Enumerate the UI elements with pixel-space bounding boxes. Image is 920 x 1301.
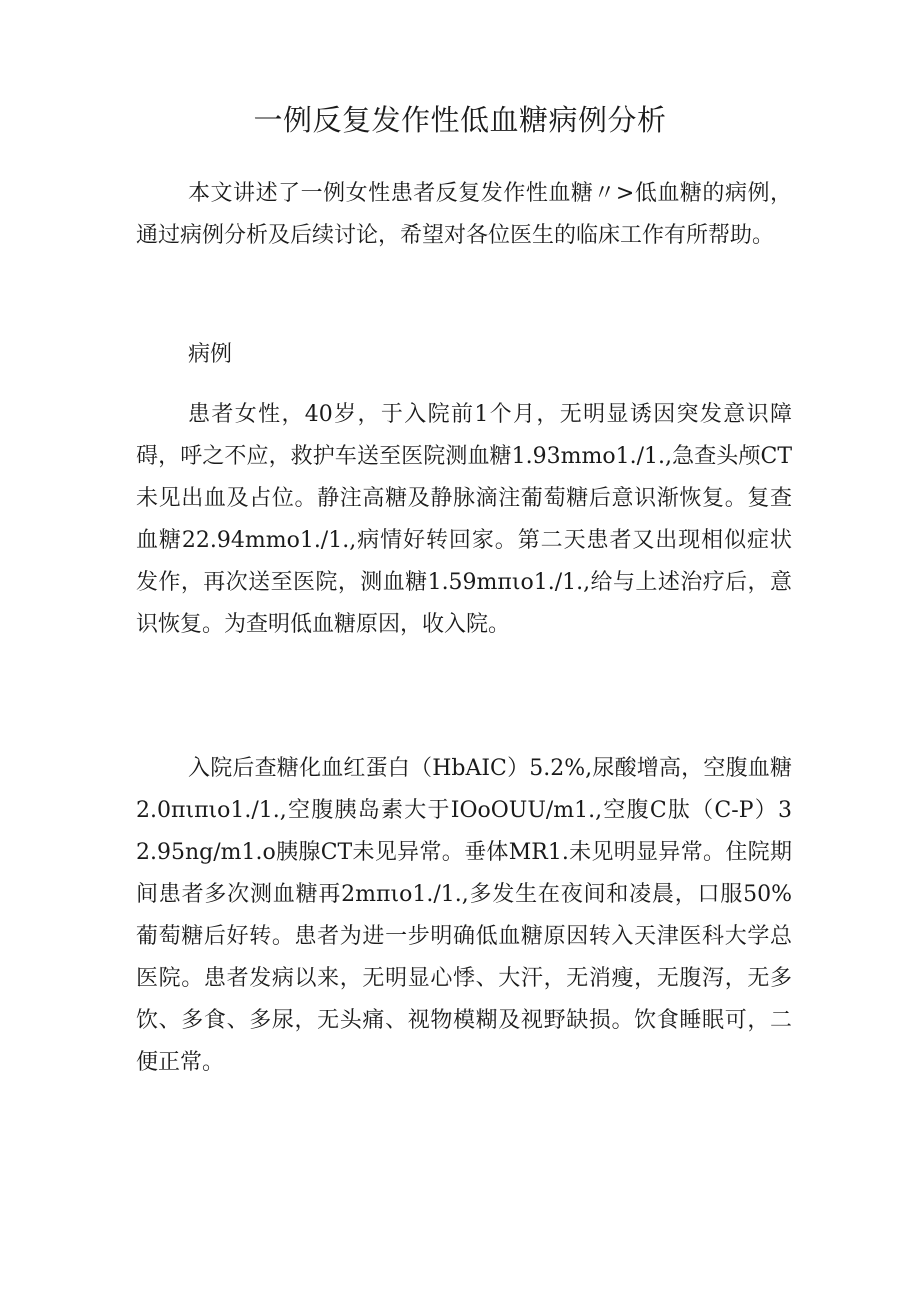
admission-findings-paragraph: 入院后查糖化血红蛋白（HbAIC）5.2%,尿酸增高，空腹血糖2.0πιπιo1./1.,空腹胰岛素大于IOoOUU/m1.,空腹C肽（C-P）32.95ng/m1.o胰腺CT未见异常。垂体MR1.未见明显异常。住院期间患者多次测血糖再2mπιo1./1.,多发生在夜间和凌晨，口服50%葡萄糖后好转。患者为进一步明确低血糖原因转入天津医科大学总医院。患者发病以来，无明显心悸、大汗，无消瘦，无腹泻，无多饮、多食、多尿，无头痛、视物模糊及视野缺损。饮食睡眠可，二便正常。 — [136, 756, 792, 1075]
intro-paragraph: 本文讲述了一例女性患者反复发作性血糖〃>低血糖的病例，通过病例分析及后续讨论，希望对各位医生的临床工作有所帮助。 — [136, 181, 792, 248]
case-history-paragraph: 患者女性，40岁，于入院前1个月，无明显诱因突发意识障碍，呼之不应，救护车送至医院测血糖1.93mmo1./1.,急查头颅CT未见出血及占位。静注高糖及静脉滴注葡萄糖后意识渐恢复。复查血糖22.94mmo1./1.,病情好转回家。第二天患者又出现相似症状发作，再次送至医院，测血糖1.59mπιo1./1.,给与上述治疗后，意识恢复。为查明低血糖原因，收入院。 — [136, 402, 792, 637]
section-heading-case: 病例 — [188, 342, 233, 367]
document-title: 一例反复发作性低血糖病例分析 — [253, 103, 667, 137]
